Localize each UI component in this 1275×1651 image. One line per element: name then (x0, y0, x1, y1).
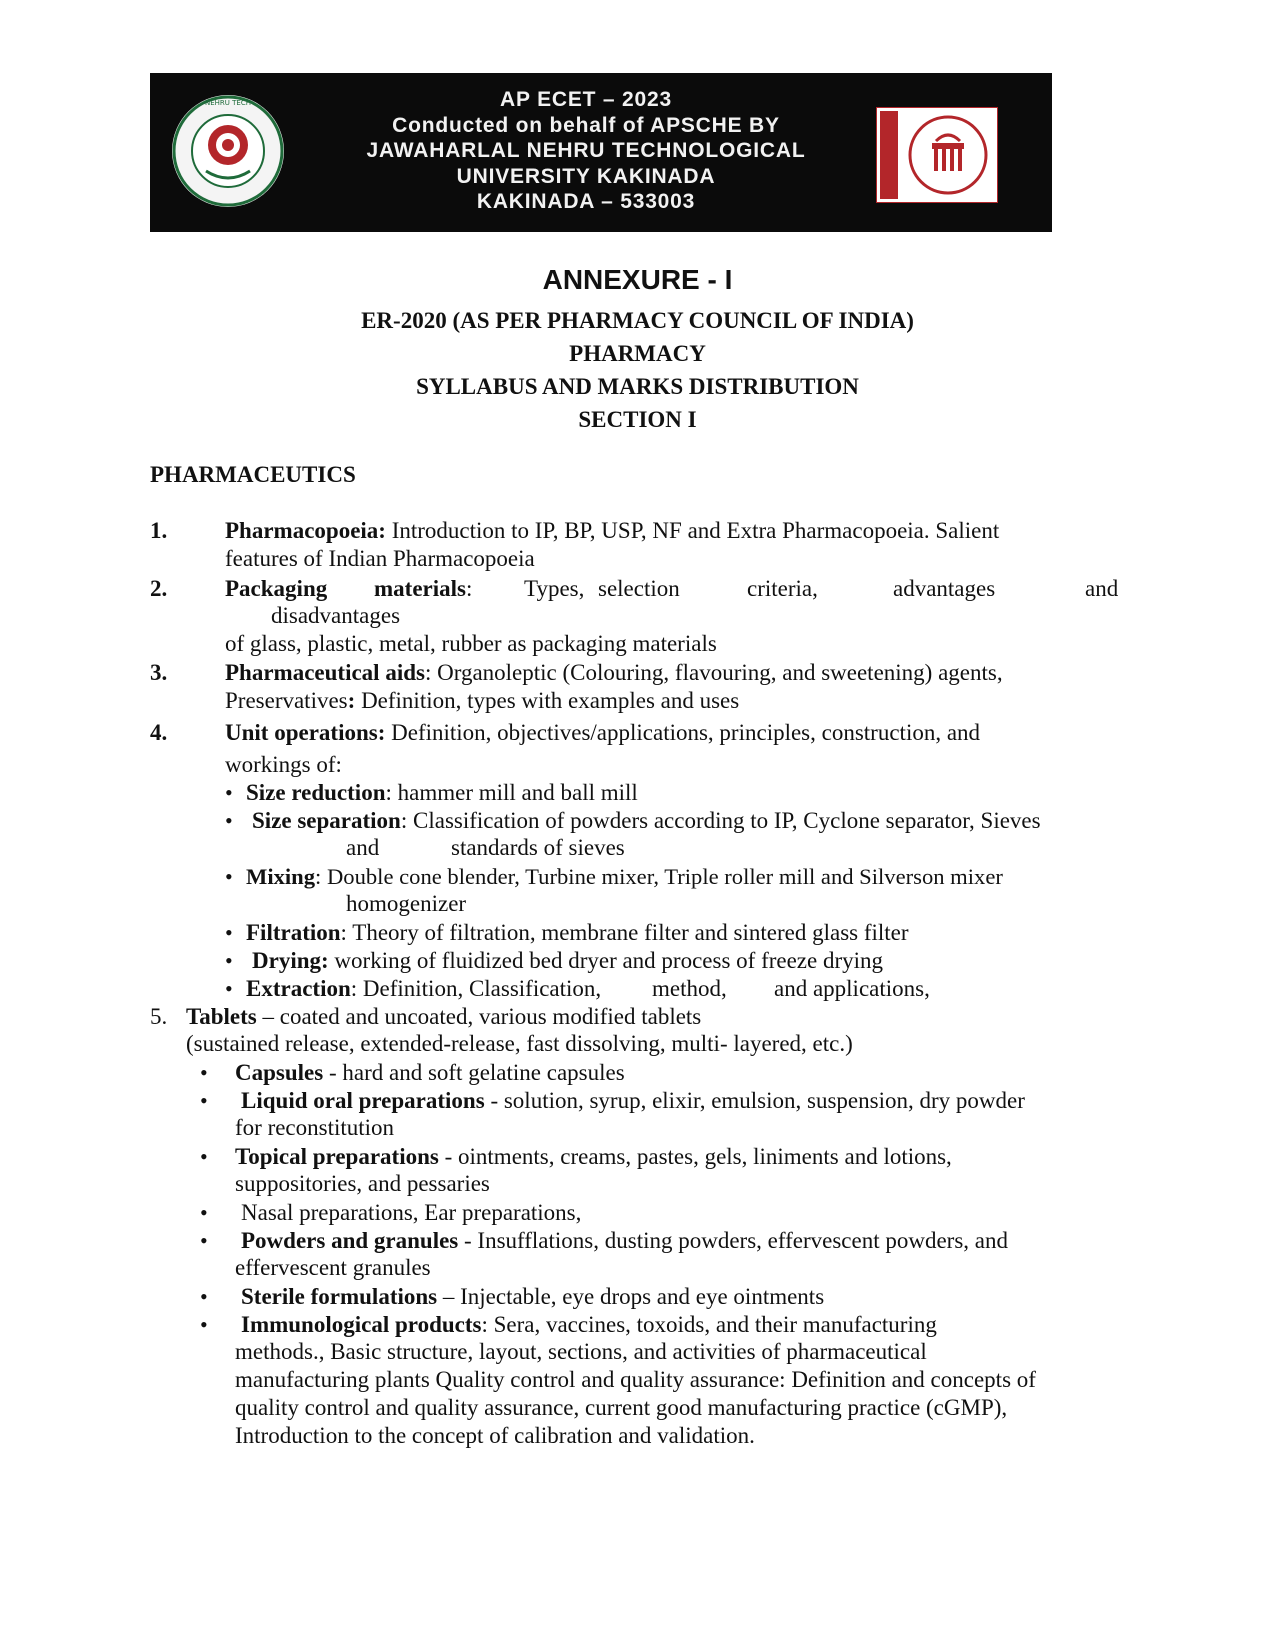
sub-item-text: : Classification of powders according to IP, Cyclone separator, Sieves (400, 808, 1041, 833)
sub-item (246, 780, 638, 806)
item-word: Types, (524, 576, 585, 601)
bullet-icon: • (225, 920, 233, 945)
sub-item-text: : hammer mill and ball mill (385, 780, 638, 805)
sub-item-title: Size separation (252, 808, 401, 833)
item-continuation: disadvantages (271, 603, 401, 628)
item-number: 3. (150, 660, 168, 685)
bullet-icon: • (225, 976, 233, 1001)
sub-item-text: : Double cone blender, Turbine mixer, Triple roller mill and Silverson mixer (315, 864, 1003, 889)
banner-line-2: Conducted on behalf of APSCHE BY (392, 113, 780, 137)
item-text: Preservatives (225, 688, 348, 713)
bullet-icon: • (225, 948, 233, 973)
banner-line-1: AP ECET – 2023 (500, 88, 672, 111)
heading-line-4: SECTION I (578, 407, 697, 432)
item-continuation: Preservatives: Definition, types with examples and uses (225, 688, 740, 713)
banner-line-5: KAKINADA – 533003 (476, 190, 696, 213)
sub-item-text: Nasal preparations, Ear preparations, (241, 1200, 582, 1225)
list-item (225, 660, 1003, 686)
sub-item-title: Sterile formulations (241, 1284, 438, 1309)
item-title: Tablets (186, 1004, 257, 1029)
sub-item (246, 864, 1003, 890)
sub-item-text: – Injectable, eye drops and eye ointments (437, 1284, 825, 1309)
item-title: Pharmaceutical aids (225, 660, 425, 685)
sub-item-text: : Definition, Classification, (350, 976, 602, 1001)
bullet-icon: • (200, 1060, 208, 1085)
sub-item-continuation: manufacturing plants Quality control and quality assurance: Definition and concepts of (235, 1367, 1036, 1392)
sub-item-word: and applications, (774, 976, 930, 1001)
sub-item (246, 976, 601, 1002)
item-title: Packaging (225, 576, 328, 601)
sub-item-text: - solution, syrup, elixir, emulsion, suspension, dry powder (484, 1088, 1025, 1113)
sub-item-continuation: for reconstitution (235, 1115, 395, 1140)
item-word: advantages (893, 576, 996, 601)
sub-item-text: - Insufflations, dusting powders, effervescent powders, and (458, 1228, 1008, 1253)
sub-item-word: method, (652, 976, 727, 1001)
banner-line-3: JAWAHARLAL NEHRU TECHNOLOGICAL (366, 139, 806, 162)
item-title-part: materials (374, 576, 466, 601)
heading-line-3: SYLLABUS AND MARKS DISTRIBUTION (416, 374, 859, 399)
sub-item-title: Mixing (246, 864, 316, 889)
sub-item-title: Filtration (246, 920, 341, 945)
bullet-icon: • (200, 1088, 208, 1113)
sub-item (235, 1144, 952, 1170)
sub-item-continuation: homogenizer (346, 891, 467, 916)
bullet-icon: • (225, 780, 233, 805)
sub-item-title: Powders and granules (241, 1228, 459, 1253)
item-number: 2. (150, 576, 168, 601)
sub-item (252, 948, 883, 974)
sub-item (241, 1200, 581, 1226)
item-number: 1. (150, 518, 168, 543)
sub-item-continuation: suppositories, and pessaries (235, 1171, 490, 1196)
bullet-icon: • (200, 1144, 208, 1169)
bullet-icon: • (200, 1228, 208, 1253)
bullet-icon: • (200, 1312, 208, 1337)
sub-item-text: : Theory of filtration, membrane filter and sintered glass filter (340, 920, 909, 945)
item-text: : Organoleptic (Colouring, flavouring, and sweetening) agents, (424, 660, 1003, 685)
list-item (225, 518, 999, 544)
item-continuation: features of Indian Pharmacopoeia (225, 546, 535, 571)
bullet-icon: • (225, 808, 233, 833)
section-title: PHARMACEUTICS (150, 462, 356, 487)
list-item (186, 1004, 701, 1030)
sub-item (241, 1312, 937, 1338)
sub-item-text: : Sera, vaccines, toxoids, and their manufacturing (481, 1312, 937, 1337)
sub-item-continuation: methods., Basic structure, layout, sections, and activities of pharmaceutical (235, 1339, 927, 1364)
item-word: and (1085, 576, 1119, 601)
sub-item-title: Topical preparations (235, 1144, 439, 1169)
item-text: Definition, objectives/applications, principles, construction, and (385, 720, 981, 745)
sub-item (241, 1284, 824, 1310)
sub-item-continuation: quality control and quality assurance, current good manufacturing practice (cGMP), (235, 1395, 1008, 1420)
item-continuation: of glass, plastic, metal, rubber as packaging materials (225, 631, 717, 656)
bullet-icon: • (200, 1200, 208, 1225)
sub-item-continuation: standards of sieves (451, 835, 625, 860)
bullet-icon: • (200, 1284, 208, 1309)
sub-item-continuation: Introduction to the concept of calibration and validation. (235, 1423, 755, 1448)
sub-item-title: Size reduction (246, 780, 386, 805)
sub-item-text: - hard and soft gelatine capsules (323, 1060, 625, 1085)
banner-line-4: UNIVERSITY KAKINADA (456, 164, 716, 188)
item-continuation: workings of: (225, 752, 342, 777)
item-title: Unit operations: (225, 720, 386, 745)
heading-line-2: PHARMACY (569, 341, 706, 366)
item-number: 5. (150, 1004, 168, 1029)
sub-item-text: - ointments, creams, pastes, gels, liniments and lotions, (438, 1144, 952, 1169)
heading-line-1: ER-2020 (AS PER PHARMACY COUNCIL OF INDIA) (361, 308, 914, 333)
sub-item-title: Immunological products (241, 1312, 482, 1337)
apsche-seal-icon (876, 107, 998, 203)
sub-item (252, 808, 1041, 834)
item-text: Introduction to IP, BP, USP, NF and Extra Pharmacopoeia. Salient (385, 518, 1000, 543)
item-number: 4. (150, 720, 168, 745)
sub-item-continuation: and (346, 835, 380, 860)
item-word: criteria, (747, 576, 818, 601)
jntu-seal-icon (170, 93, 286, 209)
header-banner (150, 73, 1052, 232)
sub-item (241, 1228, 1008, 1254)
sub-item-title: Capsules (235, 1060, 324, 1085)
sub-item (241, 1088, 1025, 1114)
sub-item-text: working of fluidized bed dryer and process of freeze drying (328, 948, 884, 973)
item-word: selection (598, 576, 680, 601)
item-text: Definition, types with examples and uses (355, 688, 740, 713)
item-title: materials: (374, 576, 473, 601)
item-text: – coated and uncoated, various modified tablets (256, 1004, 702, 1029)
bullet-icon: • (225, 864, 233, 889)
svg-text:NEHRU TECH: NEHRU TECH (205, 99, 251, 107)
sub-item (235, 1060, 625, 1086)
list-item (225, 720, 980, 746)
sub-item-title: Extraction (246, 976, 351, 1001)
sub-item-title: Liquid oral preparations (241, 1088, 485, 1113)
sub-item-title: Drying: (252, 948, 329, 973)
item-title: Pharmacopoeia: (225, 518, 386, 543)
sub-item (246, 920, 909, 946)
sub-item-continuation: effervescent granules (235, 1255, 431, 1280)
item-continuation: (sustained release, extended-release, fast dissolving, multi- layered, etc.) (186, 1031, 853, 1056)
annexure-title: ANNEXURE - I (542, 264, 733, 295)
